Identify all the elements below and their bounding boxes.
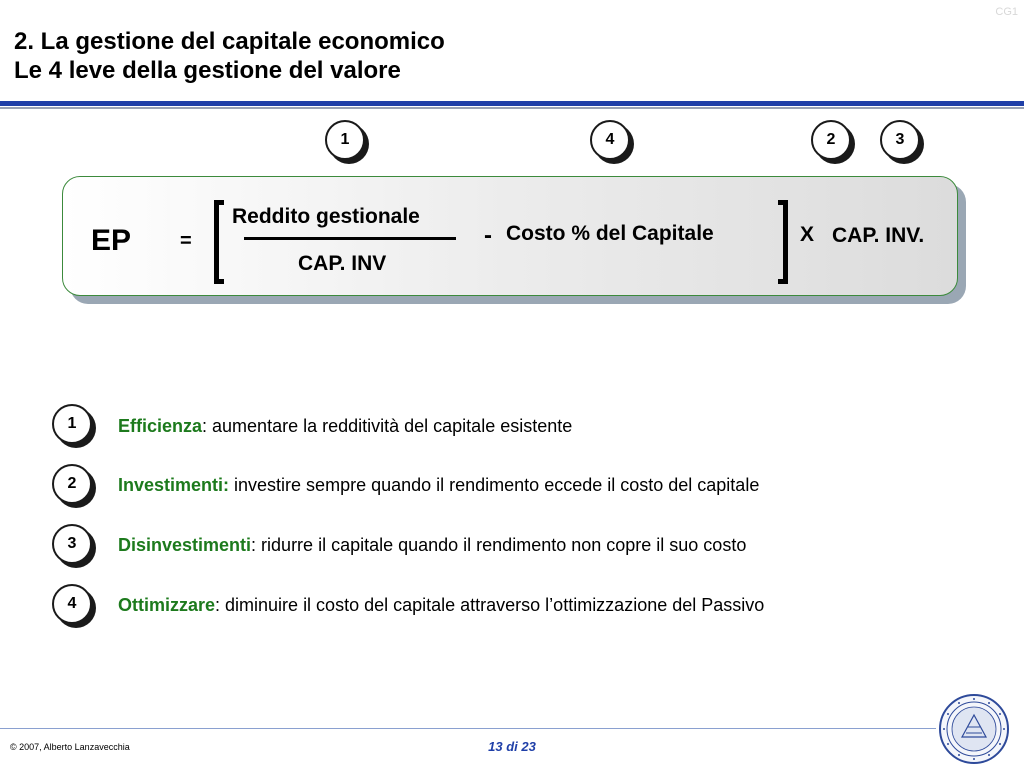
title-line-2: Le 4 leve della gestione del valore (14, 57, 401, 84)
marker-number: 4 (590, 120, 630, 160)
slide-code: CG1 (995, 6, 1018, 18)
lever-item (118, 535, 746, 556)
lever-text: : ridurre il capitale quando il rendimento non copre il suo costo (251, 535, 747, 555)
left-bracket (214, 200, 224, 284)
title-line-1: 2. La gestione del capitale economico (14, 28, 445, 55)
lever-number-3: 3 (52, 524, 92, 564)
formula-times: X (800, 223, 815, 246)
formula-denominator: CAP. INV (298, 252, 387, 275)
lever-item (118, 416, 572, 437)
marker-lever-1 (325, 120, 365, 160)
lever-text: : aumentare la redditività del capitale esistente (202, 416, 573, 436)
page-number: 13 di 23 (488, 739, 536, 754)
university-seal-icon (938, 693, 1010, 765)
lever-text: : diminuire il costo del capitale attraverso l’ottimizzazione del Passivo (215, 595, 765, 615)
footer-rule (0, 728, 936, 729)
fraction-line (244, 237, 456, 240)
formula-multiplier: CAP. INV. (832, 224, 925, 247)
formula-equals: = (180, 230, 192, 252)
title-rule (0, 101, 1024, 106)
lever-item (118, 595, 764, 616)
lever-number-2: 2 (52, 464, 92, 504)
formula-ep: EP (91, 224, 132, 257)
lever-number-1: 1 (52, 404, 92, 444)
marker-number: 2 (811, 120, 851, 160)
title-rule-shadow (0, 107, 1024, 109)
lever-key: Efficienza (118, 416, 203, 436)
right-bracket (778, 200, 788, 284)
marker-number: 1 (325, 120, 365, 160)
lever-key: Disinvestimenti (118, 535, 252, 555)
marker-lever-3 (880, 120, 920, 160)
lever-item (118, 475, 759, 496)
marker-lever-4 (590, 120, 630, 160)
lever-text: investire sempre quando il rendimento eccede il costo del capitale (229, 475, 760, 495)
lever-key: Ottimizzare (118, 595, 216, 615)
copyright: © 2007, Alberto Lanzavecchia (10, 742, 130, 752)
lever-key: Investimenti: (118, 475, 230, 495)
formula-numerator: Reddito gestionale (232, 205, 420, 228)
formula-minus: - (484, 222, 492, 249)
marker-lever-2 (811, 120, 851, 160)
lever-number-4: 4 (52, 584, 92, 624)
marker-number: 3 (880, 120, 920, 160)
formula-cost: Costo % del Capitale (506, 222, 714, 245)
slide-title (14, 27, 445, 85)
